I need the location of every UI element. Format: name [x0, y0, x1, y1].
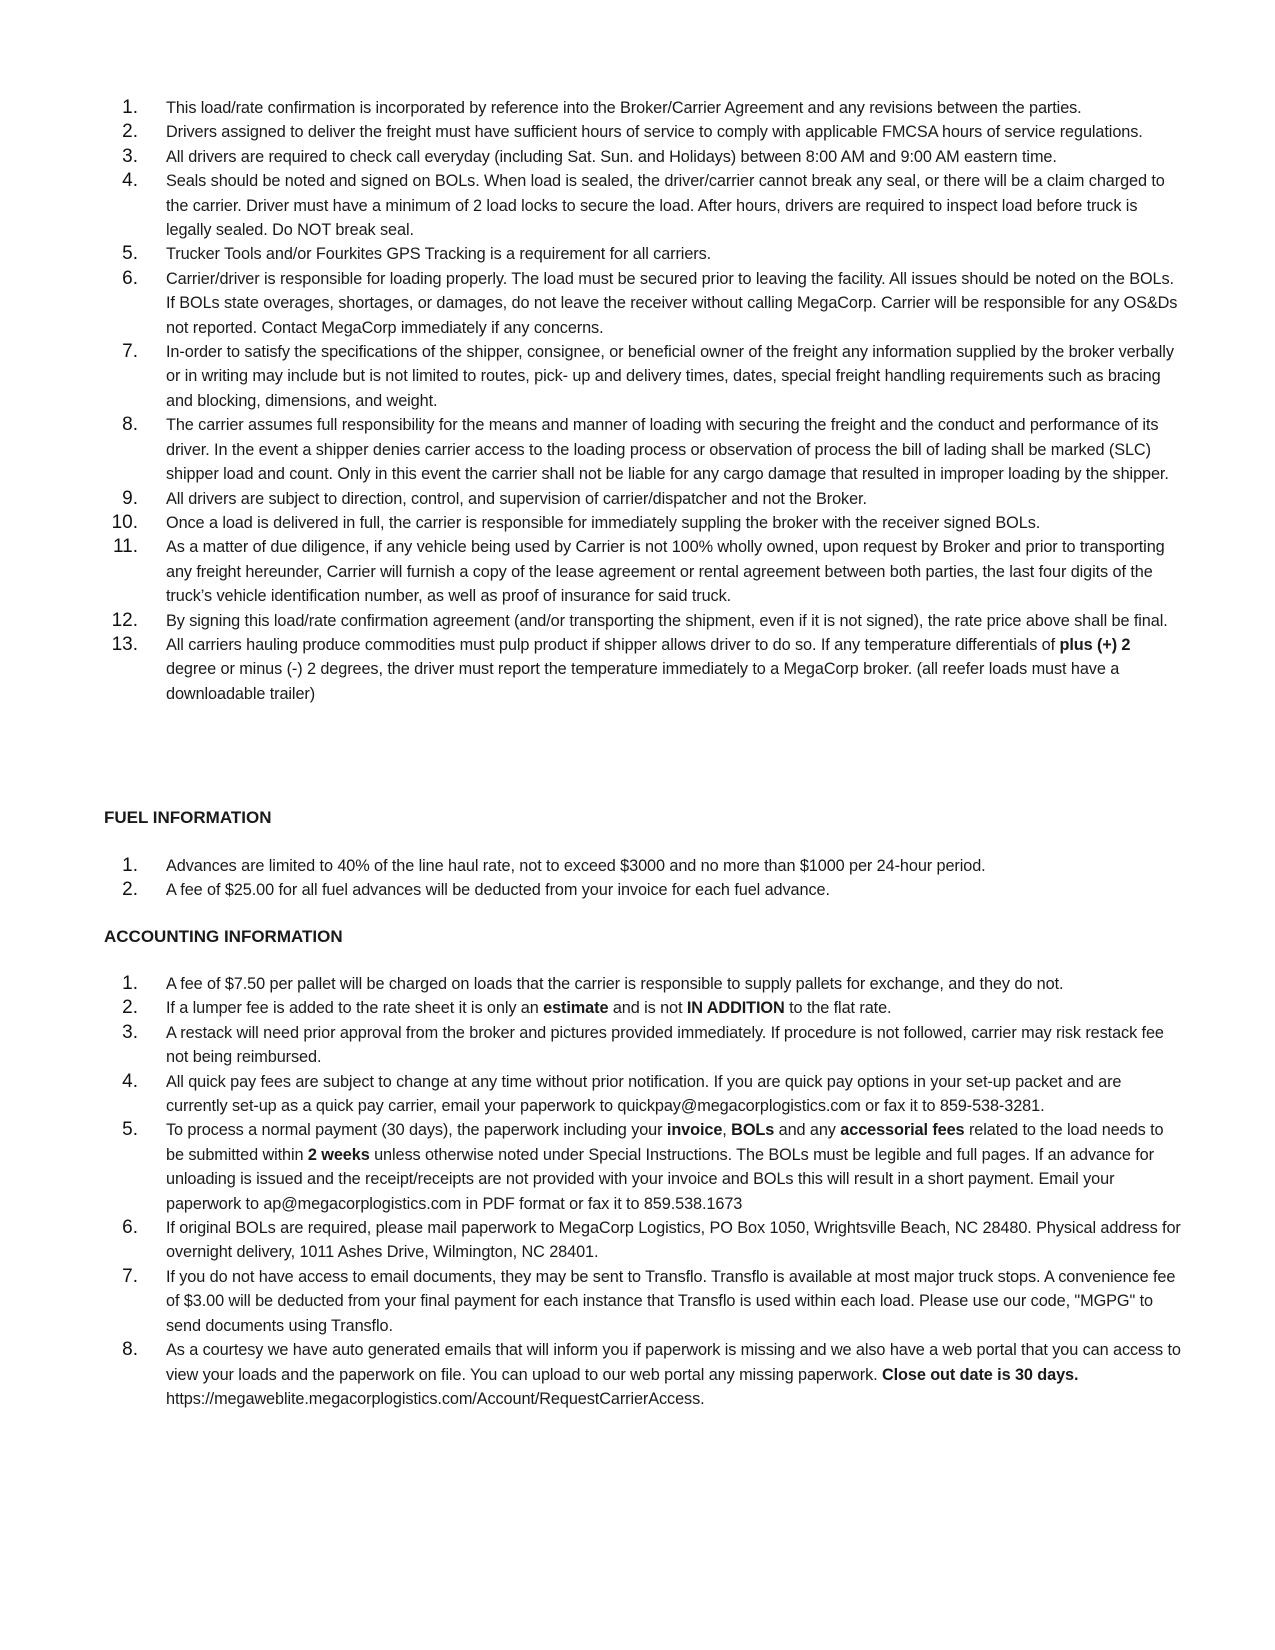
emphasis-text: invoice [666, 1121, 723, 1140]
item-text [166, 1265, 1184, 1338]
item-text [166, 413, 1184, 486]
text-segment: This load/rate confirmation is incorporated by reference into the Broker/Carrier Agreement and any revisions between the parties. [166, 99, 1082, 117]
item-text [166, 242, 1184, 266]
text-segment: Trucker Tools and/or Fourkites GPS Tracking is a requirement for all carriers. [166, 245, 712, 264]
item-number: 4. [122, 1070, 138, 1092]
emphasis-text: IN ADDITION [686, 999, 785, 1018]
text-segment: In-order to satisfy the specifications of the shipper, consignee, or beneficial owner of the freight any information supplied by the broker verbally or in writing may include but is not limited to routes, pick- up and delivery times, dates, special freight handling requirements such as bracing and blocking, dimensions, and weight. [166, 343, 1174, 410]
text-segment: Seals should be noted and signed on BOLs. When load is sealed, the driver/carrier cannot break any seal, or there will be a claim charged to the carrier. Driver must have a minimum of 2 load locks to secure the load. After hours, drivers are required to inspect load before truck is legally sealed. Do NOT break seal. [166, 172, 1165, 240]
text-segment: and any [774, 1121, 841, 1140]
text-segment: All carriers hauling produce commodities must pulp product if shipper allows driver to do so. If any temperature differentials of [166, 635, 1060, 654]
item-text [166, 487, 1184, 511]
item-number: 2. [122, 121, 138, 143]
list-item [0, 340, 1275, 413]
item-number: 9. [122, 487, 138, 509]
list-item [0, 1118, 1275, 1216]
emphasis-text: accessorial fees [840, 1121, 965, 1140]
item-text [166, 996, 1184, 1020]
text-segment: As a matter of due diligence, if any vehicle being used by Carrier is not 100% wholly owned, upon request by Broker and prior to transporting any freight hereunder, Carrier will furnish a copy of the lease agreement or rental agreement between both parties, the last four digits of the truck’s vehicle identification number, as well as proof of insurance for said truck. [166, 538, 1165, 606]
item-number: 6. [122, 267, 138, 289]
list-item [0, 267, 1275, 340]
text-segment: Drivers assigned to deliver the freight must have sufficient hours of service to comply with applicable FMCSA hours of service regulations. [166, 123, 1143, 142]
item-text [166, 1216, 1184, 1265]
list-item [0, 242, 1275, 266]
item-text [166, 535, 1184, 608]
list-item [0, 511, 1275, 535]
text-segment: Carrier/driver is responsible for loading properly. The load must be secured prior to leaving the facility. All issues should be noted on the BOLs. If BOLs state overages, shortages, or damages, do not leave the receiver without calling MegaCorp. Carrier will be responsible for any OS&Ds not reported. Contact MegaCorp immediately if any concerns. [166, 269, 1178, 337]
text-segment: If a lumper fee is added to the rate sheet it is only an [166, 999, 544, 1018]
accounting-terms-list [0, 972, 1275, 1411]
item-text [166, 609, 1184, 633]
item-text [166, 1118, 1184, 1216]
text-segment: degree or minus (-) 2 degrees, the driver must report the temperature immediately to a MegaCorp broker. (all reefer loads must have a downloadable trailer) [166, 660, 1120, 703]
emphasis-text: 2 weeks [307, 1145, 370, 1164]
emphasis-text: estimate [543, 999, 609, 1018]
item-number: 2. [122, 997, 138, 1019]
item-text [166, 1021, 1184, 1070]
list-item [0, 972, 1275, 996]
text-segment: All quick pay fees are subject to change at any time without prior notification. If you are quick pay options in your set-up packet and are currently set-up as a quick pay carrier, email your paperwork to quickpay@megacorplogistics.com or fax it to 859-538-3281. [166, 1072, 1122, 1116]
text-segment: to the flat rate. [784, 999, 892, 1018]
accounting-information-heading: ACCOUNTING INFORMATION [104, 927, 343, 946]
text-segment: If original BOLs are required, please mail paperwork to MegaCorp Logistics, PO Box 1050, Wrightsville Beach, NC 28480. Physical address for overnight delivery, 1011 Ashes Drive, Wilmington, NC 28401. [166, 1219, 1181, 1262]
list-item [0, 1338, 1275, 1411]
text-segment: Advances are limited to 40% of the line haul rate, not to exceed $3000 and no more than $1000 per 24-hour period. [166, 857, 986, 875]
item-text [166, 972, 1184, 996]
item-number: 3. [122, 1021, 138, 1043]
text-segment: All drivers are required to check call everyday (including Sat. Sun. and Holidays) between 8:00 AM and 9:00 AM eastern time. [166, 147, 1057, 166]
list-item [0, 633, 1275, 706]
text-segment: To process a normal payment (30 days), the paperwork including your [166, 1121, 667, 1140]
emphasis-text: Close out date is 30 days. [881, 1365, 1079, 1384]
list-item [0, 1265, 1275, 1338]
item-text [166, 267, 1184, 340]
item-text [166, 120, 1184, 144]
item-text [166, 1070, 1184, 1119]
list-item [0, 1070, 1275, 1119]
item-number: 1. [122, 855, 138, 876]
item-number: 3. [122, 145, 138, 167]
list-item [0, 169, 1275, 242]
text-segment: All drivers are subject to direction, control, and supervision of carrier/dispatcher and not the Broker. [166, 489, 867, 508]
list-item [0, 145, 1275, 169]
text-segment: A fee of $7.50 per pallet will be charged on loads that the carrier is responsible to supply pallets for exchange, and they do not. [166, 975, 1064, 993]
item-number: 8. [122, 1339, 138, 1361]
item-number: 1. [122, 973, 138, 994]
item-text [166, 1338, 1184, 1411]
item-number: 12. [111, 609, 138, 631]
item-text [166, 145, 1184, 169]
text-segment: related to the load needs to be submitted within [166, 1121, 1164, 1164]
item-text [166, 854, 1184, 878]
text-segment: The carrier assumes full responsibility for the means and manner of loading with securing the freight and the conduct and performance of its driver. In the event a shipper denies carrier access to the loading process or observation of process the bill of lading shall be marked (SLC) shipper load and count. Only in this event the carrier shall not be liable for any cargo damage that resulted in improper loading by the shipper. [166, 416, 1169, 484]
item-number: 6. [122, 1217, 138, 1239]
text-segment: If you do not have access to email documents, they may be sent to Transflo. Transflo is available at most major truck stops. A convenience fee of $3.00 will be deducted from your final payment for each instance that Transflo is used within each load. Please use our code, "MGPG" to send documents using Transflo. [166, 1267, 1176, 1335]
item-number: 10. [111, 511, 138, 533]
list-item [0, 487, 1275, 511]
list-item [0, 96, 1275, 120]
item-text [166, 340, 1184, 413]
item-number: 8. [122, 414, 138, 436]
item-text [166, 878, 1184, 902]
list-item [0, 1216, 1275, 1265]
item-number: 7. [122, 341, 138, 363]
fuel-information-heading: FUEL INFORMATION [104, 808, 272, 827]
list-item [0, 120, 1275, 144]
list-item [0, 1021, 1275, 1070]
text-segment: unless otherwise noted under Special Instructions. The BOLs must be legible and full pages. If an advance for unloading is issued and the receipt/receipts are not provided with your invoice and BOLs this will result in a short payment. Email your paperwork to ap@megacorplogistics.com in PDF format or fax it to 859.538.1673 [166, 1145, 1154, 1213]
text-segment: https://megaweblite.megacorplogistics.com/Account/RequestCarrierAccess. [166, 1389, 705, 1408]
list-item [0, 609, 1275, 633]
text-segment: and is not [608, 999, 687, 1018]
text-segment: As a courtesy we have auto generated emails that will inform you if paperwork is missing and we also have a web portal that you can access to view your loads and the paperwork on file. You can upload to our web portal any missing paperwork. [166, 1341, 1181, 1384]
item-number: 5. [122, 1119, 138, 1141]
list-item [0, 535, 1275, 608]
emphasis-text: BOLs [731, 1121, 775, 1140]
item-text [166, 633, 1184, 706]
list-item [0, 413, 1275, 486]
list-item [0, 996, 1275, 1020]
list-item [0, 854, 1275, 878]
item-text [166, 511, 1184, 535]
fuel-terms-list [0, 854, 1275, 903]
emphasis-text: plus (+) 2 [1059, 635, 1131, 654]
item-text [166, 96, 1184, 120]
item-number: 7. [122, 1265, 138, 1287]
text-segment: By signing this load/rate confirmation agreement (and/or transporting the shipment, even if it is not signed), the rate price above shall be final. [166, 611, 1168, 630]
item-text [166, 169, 1184, 242]
general-terms-list [0, 96, 1275, 706]
text-segment: A fee of $25.00 for all fuel advances will be deducted from your invoice for each fuel advance. [166, 881, 830, 900]
item-number: 1. [122, 97, 138, 118]
text-segment: , [722, 1121, 732, 1140]
item-number: 11. [112, 536, 138, 558]
text-segment: Once a load is delivered in full, the carrier is responsible for immediately suppling the broker with the receiver signed BOLs. [166, 513, 1041, 532]
item-number: 2. [122, 879, 138, 901]
list-item [0, 878, 1275, 902]
item-number: 5. [122, 243, 138, 265]
item-number: 4. [122, 170, 138, 192]
item-number: 13. [111, 633, 138, 655]
text-segment: A restack will need prior approval from the broker and pictures provided immediately. If procedure is not followed, carrier may risk restack fee not being reimbursed. [166, 1023, 1164, 1067]
